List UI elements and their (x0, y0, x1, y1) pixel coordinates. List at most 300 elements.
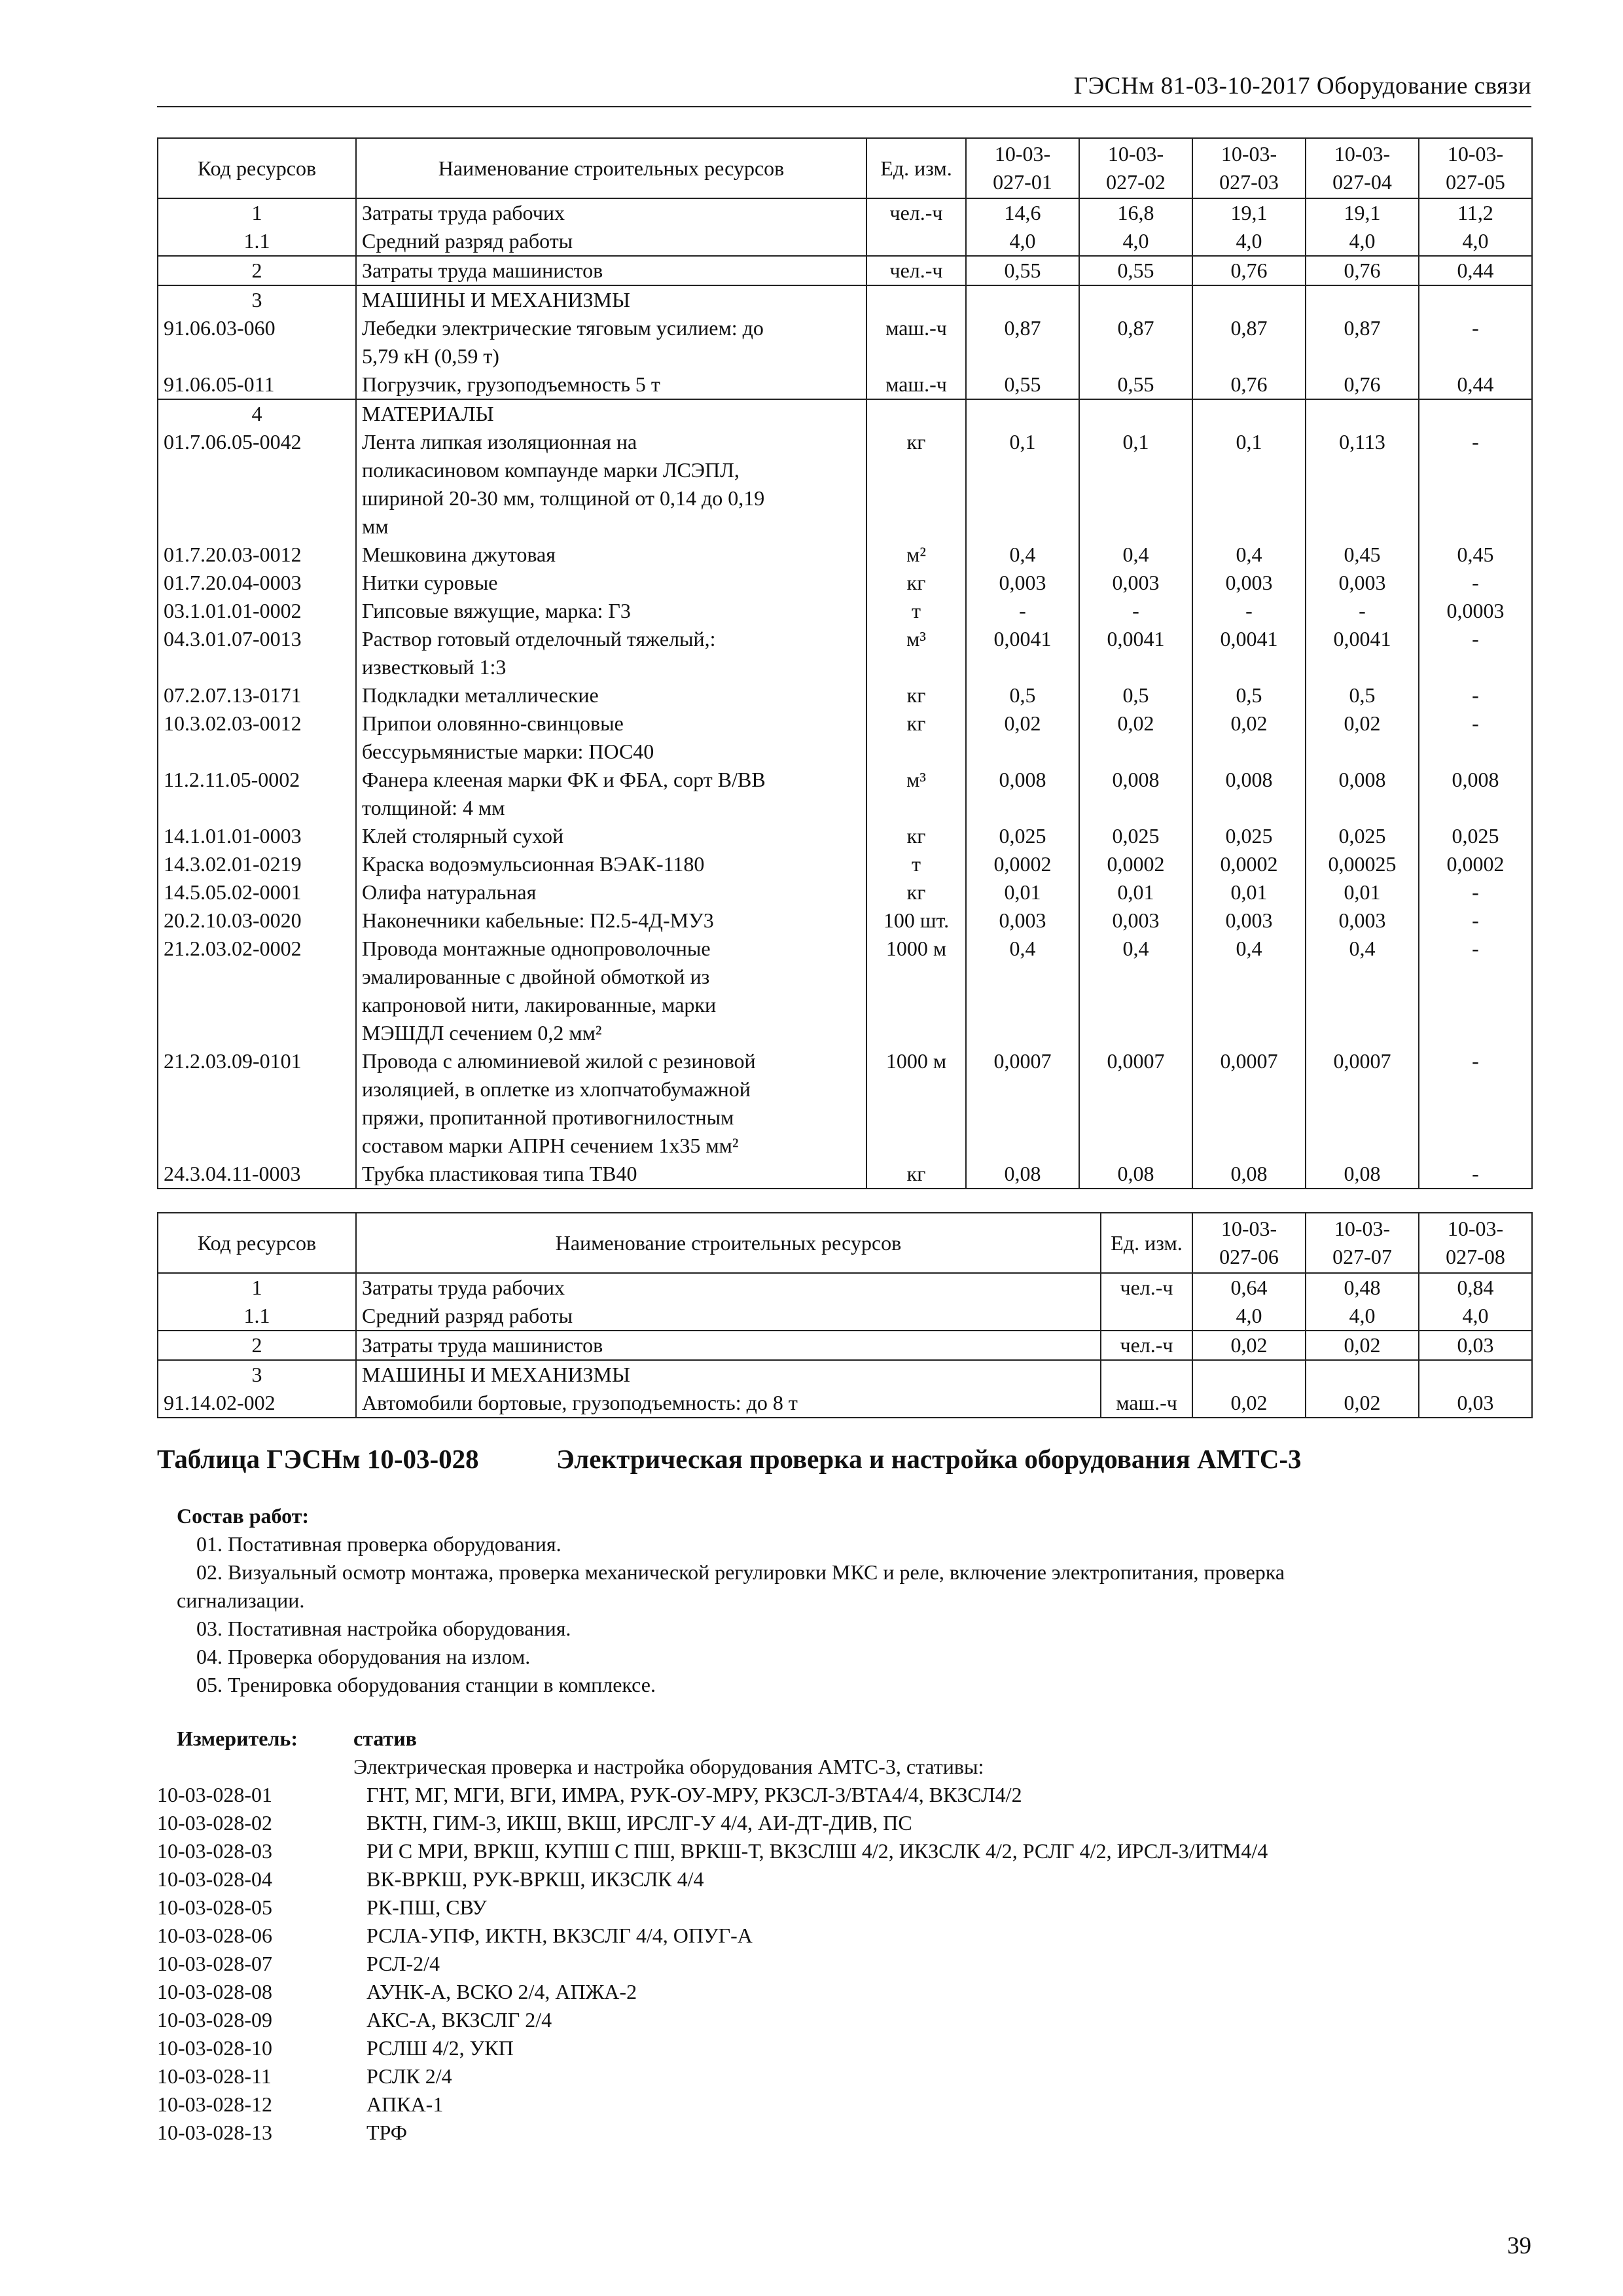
meter-item-text: РСЛ-2/4 (366, 1952, 440, 1975)
resource-value: 0,5 (1192, 681, 1306, 709)
resource-value: 0,025 (1079, 822, 1192, 850)
resource-name-line: Затраты труда машинистов (362, 259, 603, 282)
meter-desc: Электрическая проверка и настройка оборудования АМТС-3, стативы: (353, 1755, 984, 1778)
page-header-title: ГЭСНм 81-03-10-2017 Оборудование связи (1073, 73, 1531, 99)
table-row (158, 256, 1532, 285)
meter-item-code: 10-03-028-04 (157, 1867, 272, 1891)
resource-value: 0,4 (1192, 935, 1306, 1047)
resource-value: 0,4 (1192, 541, 1306, 569)
resource-code: 07.2.07.13-0171 (158, 681, 356, 709)
resource-value (1306, 399, 1419, 428)
meter-item-text: АКС-А, ВКЗСЛГ 2/4 (366, 2008, 552, 2032)
resource-value: - (1419, 569, 1532, 597)
resource-value: - (1306, 597, 1419, 625)
resource-value (1419, 399, 1532, 428)
resource-name-line: Клей столярный сухой (362, 824, 564, 848)
header-unit: Ед. изм. (866, 138, 966, 198)
meter-unit: статив (353, 1727, 417, 1750)
resource-value: 0,01 (1306, 878, 1419, 906)
resource-name-line: МАШИНЫ И МЕХАНИЗМЫ (362, 1363, 630, 1386)
header-col-line: 027-03 (1219, 170, 1279, 194)
resource-unit: кг (866, 681, 966, 709)
resource-value: 0,5 (1079, 681, 1192, 709)
resource-name-line: шириной 20-30 мм, толщиной от 0,14 до 0,19 (362, 486, 765, 510)
meter-item-code: 10-03-028-03 (157, 1839, 272, 1863)
header-col-line: 10-03- (1447, 142, 1504, 166)
resource-code: 14.3.02.01-0219 (158, 850, 356, 878)
header-rule (157, 106, 1531, 107)
resource-code: 3 (158, 1360, 356, 1389)
resource-name-line: Краска водоэмульсионная ВЭАК-1180 (362, 852, 705, 876)
resource-code: 21.2.03.02-0002 (158, 935, 356, 1047)
resource-value: 4,0 (1192, 1302, 1306, 1331)
resource-name-line: Затраты труда машинистов (362, 1333, 603, 1357)
resource-value: 4,0 (1306, 1302, 1419, 1331)
work-composition (177, 1502, 1531, 1699)
resource-name (356, 1360, 1101, 1389)
resource-name (356, 399, 866, 428)
header-col-line: 10-03- (1334, 142, 1391, 166)
meter-items-list (157, 1781, 1531, 2147)
resource-value (1079, 285, 1192, 314)
resource-unit: маш.-ч (866, 314, 966, 370)
resource-unit: чел.-ч (1101, 1273, 1192, 1302)
resource-name (356, 935, 866, 1047)
meter-label: Измеритель: (177, 1727, 298, 1750)
table-row (158, 541, 1532, 569)
meter-item-text: ТРФ (366, 2121, 408, 2144)
meter-item (157, 2090, 1531, 2119)
resource-unit: т (866, 850, 966, 878)
resource-code: 3 (158, 285, 356, 314)
resource-value: 0,02 (1306, 709, 1419, 766)
resource-value (1419, 285, 1532, 314)
operation-item: 04. Проверка оборудования на излом. (196, 1645, 531, 1668)
resource-unit: м³ (866, 625, 966, 681)
table-title: Электрическая проверка и настройка оборудования АМТС-3 (556, 1444, 1302, 1474)
meter-desc-spacer (157, 1753, 353, 1781)
meter-item-code: 10-03-028-09 (157, 2008, 272, 2032)
header-col-line: 027-02 (1106, 170, 1166, 194)
resource-unit: кг (866, 1160, 966, 1189)
meter-item (157, 2034, 1531, 2062)
resource-unit: кг (866, 709, 966, 766)
resource-value: 16,8 (1079, 198, 1192, 227)
resource-value: - (1419, 878, 1532, 906)
table-row (158, 1273, 1532, 1302)
resource-value: 0,008 (1079, 766, 1192, 822)
resource-value (966, 285, 1079, 314)
header-col-line: 10-03- (1107, 142, 1164, 166)
operation-item: 03. Постативная настройка оборудования. (196, 1617, 571, 1640)
meter-item-text: РК-ПШ, СВУ (366, 1895, 487, 1919)
resource-name-line: Затраты труда рабочих (362, 201, 565, 224)
resources-table-2 (157, 1212, 1533, 1418)
resource-value: 0,84 (1419, 1273, 1532, 1302)
resource-value: - (1419, 625, 1532, 681)
resource-code: 14.5.05.02-0001 (158, 878, 356, 906)
resource-name-line: МАШИНЫ И МЕХАНИЗМЫ (362, 288, 630, 312)
resource-value: 0,1 (1192, 428, 1306, 541)
resource-name-line: Подкладки металлические (362, 683, 599, 707)
resource-value: 4,0 (1079, 227, 1192, 256)
resource-value: - (1419, 906, 1532, 935)
meter-item-code: 10-03-028-12 (157, 2092, 272, 2116)
resource-code: 4 (158, 399, 356, 428)
resource-value: - (1419, 709, 1532, 766)
header-col (1306, 1213, 1419, 1273)
resource-value: 0,76 (1306, 370, 1419, 399)
resource-value: 0,0002 (966, 850, 1079, 878)
table-row (158, 822, 1532, 850)
resource-unit: маш.-ч (1101, 1389, 1192, 1418)
resource-value: 0,0041 (966, 625, 1079, 681)
resource-name-line: Затраты труда рабочих (362, 1276, 565, 1299)
resource-value: 0,48 (1306, 1273, 1419, 1302)
resource-name (356, 314, 866, 370)
header-code: Код ресурсов (158, 1213, 356, 1273)
resource-unit: 100 шт. (866, 906, 966, 935)
resource-value: 0,0002 (1192, 850, 1306, 878)
resource-code: 01.7.20.03-0012 (158, 541, 356, 569)
resource-value: 0,4 (966, 935, 1079, 1047)
table-row (158, 428, 1532, 541)
resource-unit: т (866, 597, 966, 625)
work-composition-label: Состав работ: (177, 1504, 310, 1528)
resource-code: 91.06.05-011 (158, 370, 356, 399)
resource-name (356, 1302, 1101, 1331)
resource-name (356, 1047, 866, 1160)
meter-item-text: ГНТ, МГ, МГИ, ВГИ, ИМРА, РУК-ОУ-МРУ, РКЗСЛ-3/ВТА4/4, ВКЗСЛ4/2 (366, 1783, 1022, 1806)
resource-unit: кг (866, 822, 966, 850)
resource-name-line: Трубка пластиковая типа ТВ40 (362, 1162, 637, 1185)
resource-name-line: Лебедки электрические тяговым усилием: до (362, 316, 764, 340)
resource-value: 0,76 (1306, 256, 1419, 285)
table-body (158, 198, 1532, 1189)
resource-code: 11.2.11.05-0002 (158, 766, 356, 822)
meter-item-code: 10-03-028-08 (157, 1980, 272, 2003)
meter-item-code: 10-03-028-11 (157, 2064, 272, 2088)
resource-name-line: Мешковина джутовая (362, 543, 556, 566)
resource-value: 0,025 (1192, 822, 1306, 850)
resource-value: 0,025 (1306, 822, 1419, 850)
meter-item-text: ВКТН, ГИМ-3, ИКШ, ВКШ, ИРСЛГ-У 4/4, АИ-ДТ-ДИВ, ПС (366, 1811, 912, 1835)
resource-value: 11,2 (1419, 198, 1532, 227)
table-header-row (158, 138, 1532, 198)
resource-code: 21.2.03.09-0101 (158, 1047, 356, 1160)
table-row (158, 314, 1532, 370)
resource-value: 0,08 (1079, 1160, 1192, 1189)
header-col-line: 027-04 (1332, 170, 1392, 194)
resource-value: - (1419, 1160, 1532, 1189)
header-col-line: 10-03- (1447, 1217, 1504, 1240)
resource-name-line: бессурьмянистые марки: ПОС40 (362, 740, 654, 763)
resource-value: 0,08 (966, 1160, 1079, 1189)
operation-item: сигнализации. (177, 1588, 305, 1612)
resource-unit: чел.-ч (1101, 1331, 1192, 1360)
resource-unit: кг (866, 878, 966, 906)
header-col (1192, 138, 1306, 198)
resource-value: 19,1 (1306, 198, 1419, 227)
meter-item-code: 10-03-028-07 (157, 1952, 272, 1975)
table-header-row (158, 1213, 1532, 1273)
resource-value (1192, 399, 1306, 428)
resource-value: 0,4 (1306, 935, 1419, 1047)
resource-unit (866, 285, 966, 314)
resource-value: 0,02 (1079, 709, 1192, 766)
meter-item (157, 1922, 1531, 1950)
resource-value: 0,03 (1419, 1389, 1532, 1418)
resource-value: 0,08 (1192, 1160, 1306, 1189)
resource-value: 0,55 (1079, 370, 1192, 399)
table-row (158, 227, 1532, 256)
resource-name (356, 709, 866, 766)
resource-value: 0,0007 (1306, 1047, 1419, 1160)
header-col (966, 138, 1079, 198)
table-row (158, 1389, 1532, 1418)
resource-value: 0,02 (1306, 1389, 1419, 1418)
meter-item (157, 1865, 1531, 1893)
meter-item (157, 1978, 1531, 2006)
resource-value: 0,0003 (1419, 597, 1532, 625)
resource-code: 24.3.04.11-0003 (158, 1160, 356, 1189)
resource-name-line: Фанера клееная марки ФК и ФБА, сорт В/ВВ (362, 768, 766, 791)
meter-item (157, 2119, 1531, 2147)
header-col-line: 10-03- (1221, 142, 1277, 166)
meter-block (157, 1725, 1531, 2147)
resource-value: 0,0041 (1192, 625, 1306, 681)
resource-name (356, 878, 866, 906)
resource-name (356, 541, 866, 569)
resource-value: 0,003 (1306, 569, 1419, 597)
table-row (158, 878, 1532, 906)
header-col (1192, 1213, 1306, 1273)
resource-value: 0,008 (966, 766, 1079, 822)
resource-name-line: Лента липкая изоляционная на (362, 430, 637, 454)
resource-value: - (1079, 597, 1192, 625)
header-unit: Ед. изм. (1101, 1213, 1192, 1273)
resource-name (356, 850, 866, 878)
table-body (158, 1273, 1532, 1418)
resource-value: 0,4 (966, 541, 1079, 569)
resource-code: 03.1.01.01-0002 (158, 597, 356, 625)
resource-code: 01.7.20.04-0003 (158, 569, 356, 597)
meter-item-code: 10-03-028-06 (157, 1924, 272, 1947)
header-col-line: 027-08 (1446, 1245, 1505, 1268)
page-number: 39 (1507, 2233, 1531, 2259)
meter-item (157, 2006, 1531, 2034)
resources-table-1 (157, 137, 1533, 1189)
resource-unit (866, 399, 966, 428)
resource-value: 4,0 (1306, 227, 1419, 256)
resource-value: 0,01 (1079, 878, 1192, 906)
resource-name (356, 370, 866, 399)
resource-value: 0,87 (1079, 314, 1192, 370)
resource-unit (1101, 1360, 1192, 1389)
meter-item-text: АУНК-А, ВСКО 2/4, АПЖА-2 (366, 1980, 637, 2003)
resource-name (356, 681, 866, 709)
resource-name-line: Нитки суровые (362, 571, 498, 594)
resource-name (356, 625, 866, 681)
resource-value: 0,76 (1192, 370, 1306, 399)
operations-list (177, 1530, 1531, 1699)
resource-name (356, 285, 866, 314)
resource-name-line: Автомобили бортовые, грузоподъемность: до 8 т (362, 1391, 798, 1414)
resource-value: 0,0002 (1419, 850, 1532, 878)
table-row (158, 1331, 1532, 1360)
resource-code: 20.2.10.03-0020 (158, 906, 356, 935)
meter-item-code: 10-03-028-13 (157, 2121, 272, 2144)
table-row (158, 285, 1532, 314)
resource-value: 0,44 (1419, 370, 1532, 399)
header-col-line: 10-03- (1221, 1217, 1277, 1240)
resource-value: 0,0007 (966, 1047, 1079, 1160)
meter-item-code: 10-03-028-10 (157, 2036, 272, 2060)
table-row (158, 906, 1532, 935)
header-name: Наименование строительных ресурсов (356, 138, 866, 198)
table-row (158, 597, 1532, 625)
resource-unit: м² (866, 541, 966, 569)
resource-name-line: Погрузчик, грузоподъемность 5 т (362, 372, 660, 396)
resource-value: 0,02 (1192, 709, 1306, 766)
resource-name-line: эмалированные с двойной обмоткой из (362, 965, 710, 988)
resource-value: 0,0041 (1079, 625, 1192, 681)
resource-code: 1 (158, 1273, 356, 1302)
resource-value: 0,01 (966, 878, 1079, 906)
header-code: Код ресурсов (158, 138, 356, 198)
resource-value: 0,5 (966, 681, 1079, 709)
resource-name-line: толщиной: 4 мм (362, 796, 505, 819)
resource-value: - (1419, 681, 1532, 709)
resource-name-line: поликасиновом компаунде марки ЛСЭПЛ, (362, 458, 740, 482)
resource-name (356, 569, 866, 597)
meter-item (157, 1809, 1531, 1837)
resource-name-line: Олифа натуральная (362, 880, 537, 904)
resource-value (966, 399, 1079, 428)
resource-name-line: составом марки АПРН сечением 1x35 мм² (362, 1134, 739, 1157)
resource-value: 0,003 (1192, 569, 1306, 597)
resource-name-line: МАТЕРИАЛЫ (362, 402, 494, 425)
resource-value (1306, 1360, 1419, 1389)
resource-value: 4,0 (1419, 1302, 1532, 1331)
resource-value: 0,003 (1192, 906, 1306, 935)
resource-name-line: Гипсовые вяжущие, марка: Г3 (362, 599, 631, 622)
resource-code: 1.1 (158, 1302, 356, 1331)
meter-item-text: ВК-ВРКШ, РУК-ВРКШ, ИКЗСЛК 4/4 (366, 1867, 704, 1891)
resource-value: - (1419, 935, 1532, 1047)
resource-value: 14,6 (966, 198, 1079, 227)
meter-item (157, 1837, 1531, 1865)
resource-value: 0,02 (1306, 1331, 1419, 1360)
resource-value: 0,0007 (1192, 1047, 1306, 1160)
resource-value (1079, 399, 1192, 428)
resource-name (356, 1331, 1101, 1360)
operation-item: 01. Постативная проверка оборудования. (196, 1532, 562, 1556)
resource-code: 91.06.03-060 (158, 314, 356, 370)
resource-value: - (1419, 314, 1532, 370)
resource-name-line: Средний разряд работы (362, 229, 573, 253)
meter-item (157, 1893, 1531, 1922)
resource-value: 0,5 (1306, 681, 1419, 709)
resource-value: 0,08 (1306, 1160, 1419, 1189)
resource-value: 0,025 (1419, 822, 1532, 850)
header-col-line: 027-06 (1219, 1245, 1279, 1268)
resource-value: 0,01 (1192, 878, 1306, 906)
operation-item: 02. Визуальный осмотр монтажа, проверка механической регулировки МКС и реле, включение электропитания, проверка (196, 1560, 1285, 1584)
resource-name (356, 198, 866, 227)
resource-name (356, 428, 866, 541)
resource-value: 0,008 (1306, 766, 1419, 822)
meter-item-code: 10-03-028-01 (157, 1783, 272, 1806)
resource-name-line: Провода с алюминиевой жилой с резиновой (362, 1049, 756, 1073)
table-row (158, 850, 1532, 878)
header-col (1306, 138, 1419, 198)
table-row (158, 399, 1532, 428)
table-row (158, 370, 1532, 399)
meter-item (157, 1781, 1531, 1809)
resource-value: 0,00025 (1306, 850, 1419, 878)
resource-value: 0,025 (966, 822, 1079, 850)
resource-value: 0,76 (1192, 256, 1306, 285)
resource-name-line: МЭШДЛ сечением 0,2 мм² (362, 1021, 602, 1045)
resource-value: 0,02 (1192, 1331, 1306, 1360)
resource-unit: м³ (866, 766, 966, 822)
resource-unit: чел.-ч (866, 198, 966, 227)
resource-value (1419, 1360, 1532, 1389)
table-number: Таблица ГЭСНм 10-03-028 (157, 1444, 479, 1474)
resource-name-line: 5,79 кН (0,59 т) (362, 344, 499, 368)
resource-name-line: мм (362, 514, 389, 538)
resource-name-line: Наконечники кабельные: П2.5-4Д-МУ3 (362, 908, 714, 932)
resource-name-line: Раствор готовый отделочный тяжелый,: (362, 627, 716, 651)
resource-value: 19,1 (1192, 198, 1306, 227)
resource-name (356, 822, 866, 850)
resource-unit: кг (866, 428, 966, 541)
resource-value: 0,45 (1419, 541, 1532, 569)
resource-value: 0,008 (1419, 766, 1532, 822)
resource-name (356, 227, 866, 256)
resource-value: - (966, 597, 1079, 625)
meter-item-text: РСЛШ 4/2, УКП (366, 2036, 514, 2060)
resource-value: 0,003 (966, 906, 1079, 935)
table-row (158, 935, 1532, 1047)
resource-value: 0,0002 (1079, 850, 1192, 878)
resource-value: 0,4 (1079, 935, 1192, 1047)
table-row (158, 766, 1532, 822)
resource-name-line: Провода монтажные однопроволочные (362, 937, 711, 960)
resource-value: - (1419, 428, 1532, 541)
resource-name (356, 256, 866, 285)
resource-value: 4,0 (1419, 227, 1532, 256)
resource-code: 14.1.01.01-0003 (158, 822, 356, 850)
section-heading (157, 1443, 1531, 1475)
header-col-line: 027-01 (993, 170, 1052, 194)
resource-value: 0,44 (1419, 256, 1532, 285)
resource-value: - (1192, 597, 1306, 625)
resource-name-line: изоляцией, в оплетке из хлопчатобумажной (362, 1077, 751, 1101)
resource-value (1192, 285, 1306, 314)
meter-desc-row (157, 1753, 1531, 1781)
resource-value: 0,45 (1306, 541, 1419, 569)
resource-code: 1.1 (158, 227, 356, 256)
resource-value: 0,55 (966, 370, 1079, 399)
resource-name (356, 1160, 866, 1189)
header-col-line: 027-07 (1332, 1245, 1392, 1268)
resource-name (356, 1389, 1101, 1418)
resource-unit: чел.-ч (866, 256, 966, 285)
resource-value: - (1419, 1047, 1532, 1160)
header-col (1079, 138, 1192, 198)
